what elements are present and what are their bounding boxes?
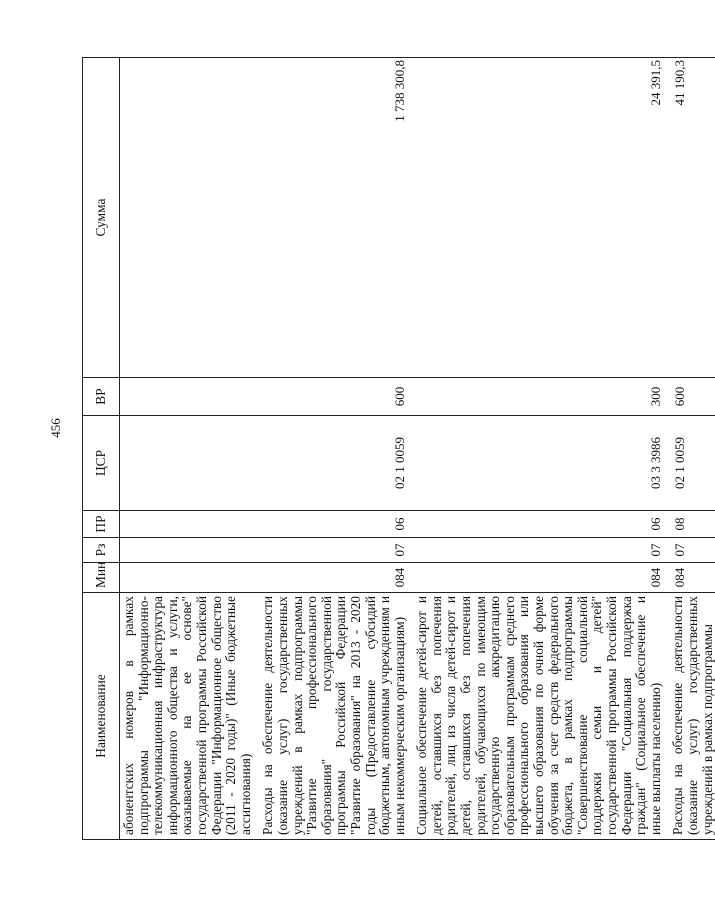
header-pr: ПР — [83, 511, 120, 538]
budget-table — [82, 57, 715, 840]
row-vr — [120, 378, 260, 416]
header-row — [83, 58, 120, 840]
row-rz: 07 — [259, 538, 413, 563]
row-sum — [120, 58, 260, 378]
row-pr: 06 — [259, 511, 413, 538]
rotated-page-content — [82, 58, 715, 840]
row-rz: 07 — [413, 538, 669, 563]
table-header — [83, 58, 120, 840]
header-vr: ВР — [83, 378, 120, 416]
row-min — [120, 563, 260, 593]
table-row — [259, 58, 413, 840]
table-row — [413, 58, 669, 840]
row-name: Расходы на обеспечение деятельности (оказание услуг) государственных учреждений в рамках подпрограммы "Развитие профессионального образования" государственной программы Российской Федерации "Развитие образования" на 2013 - 2020 годы (Предоставление субсидий бюджетным, автономным учреждениям и иным некоммерческим организациям) — [259, 593, 413, 840]
row-pr: 08 — [669, 511, 715, 538]
row-pr — [120, 511, 260, 538]
row-csr: 02 1 0059 — [259, 416, 413, 511]
row-vr: 600 — [669, 378, 715, 416]
header-min: Мин — [83, 563, 120, 593]
row-min: 084 — [669, 563, 715, 593]
row-csr — [120, 416, 260, 511]
row-sum: 24 391,5 — [413, 58, 669, 378]
row-rz: 07 — [669, 538, 715, 563]
row-csr: 03 3 3986 — [413, 416, 669, 511]
row-vr: 600 — [259, 378, 413, 416]
header-csr: ЦСР — [83, 416, 120, 511]
row-vr: 300 — [413, 378, 669, 416]
row-csr: 02 1 0059 — [669, 416, 715, 511]
row-name: абонентских номеров в рамках подпрограммы "Информационно-телекоммуникационная инфраструктура информационного общества и услуги, оказываемые на ее основе" государственной программы Российской Федерации "Информационное общество (2011 - 2020 годы)" (Иные бюджетные ассигнования) — [120, 593, 260, 840]
table-row — [669, 58, 715, 840]
page-number: 456 — [48, 418, 63, 438]
row-min: 084 — [259, 563, 413, 593]
row-rz — [120, 538, 260, 563]
row-min: 084 — [413, 563, 669, 593]
row-pr: 06 — [413, 511, 669, 538]
table-body — [120, 58, 715, 840]
header-rz: Рз — [83, 538, 120, 563]
header-name: Наименование — [83, 593, 120, 840]
header-sum: Сумма — [83, 58, 120, 378]
table-row — [120, 58, 260, 840]
row-sum: 41 190,3 — [669, 58, 715, 378]
row-sum: 1 738 300,8 — [259, 58, 413, 378]
row-name: Социальное обеспечение детей-сирот и детей, оставшихся без попечения родителей, лиц из числа детей-сирот и детей, оставшихся без попечения родителей, обучающихся по имеющим государственную аккредитацию образовательным программам среднего профессионального образования или высшего образования по очной форме обучения за счет средств федерального бюджета, в рамках подпрограммы "Совершенствование социальной поддержки семьи и детей" государственной программы Российской Федерации "Социальная поддержка граждан" (Социальное обеспечение и иные выплаты населению) — [413, 593, 669, 840]
row-name: Расходы на обеспечение деятельности (оказание услуг) государственных учреждений в рамках подпрограммы — [669, 593, 715, 840]
